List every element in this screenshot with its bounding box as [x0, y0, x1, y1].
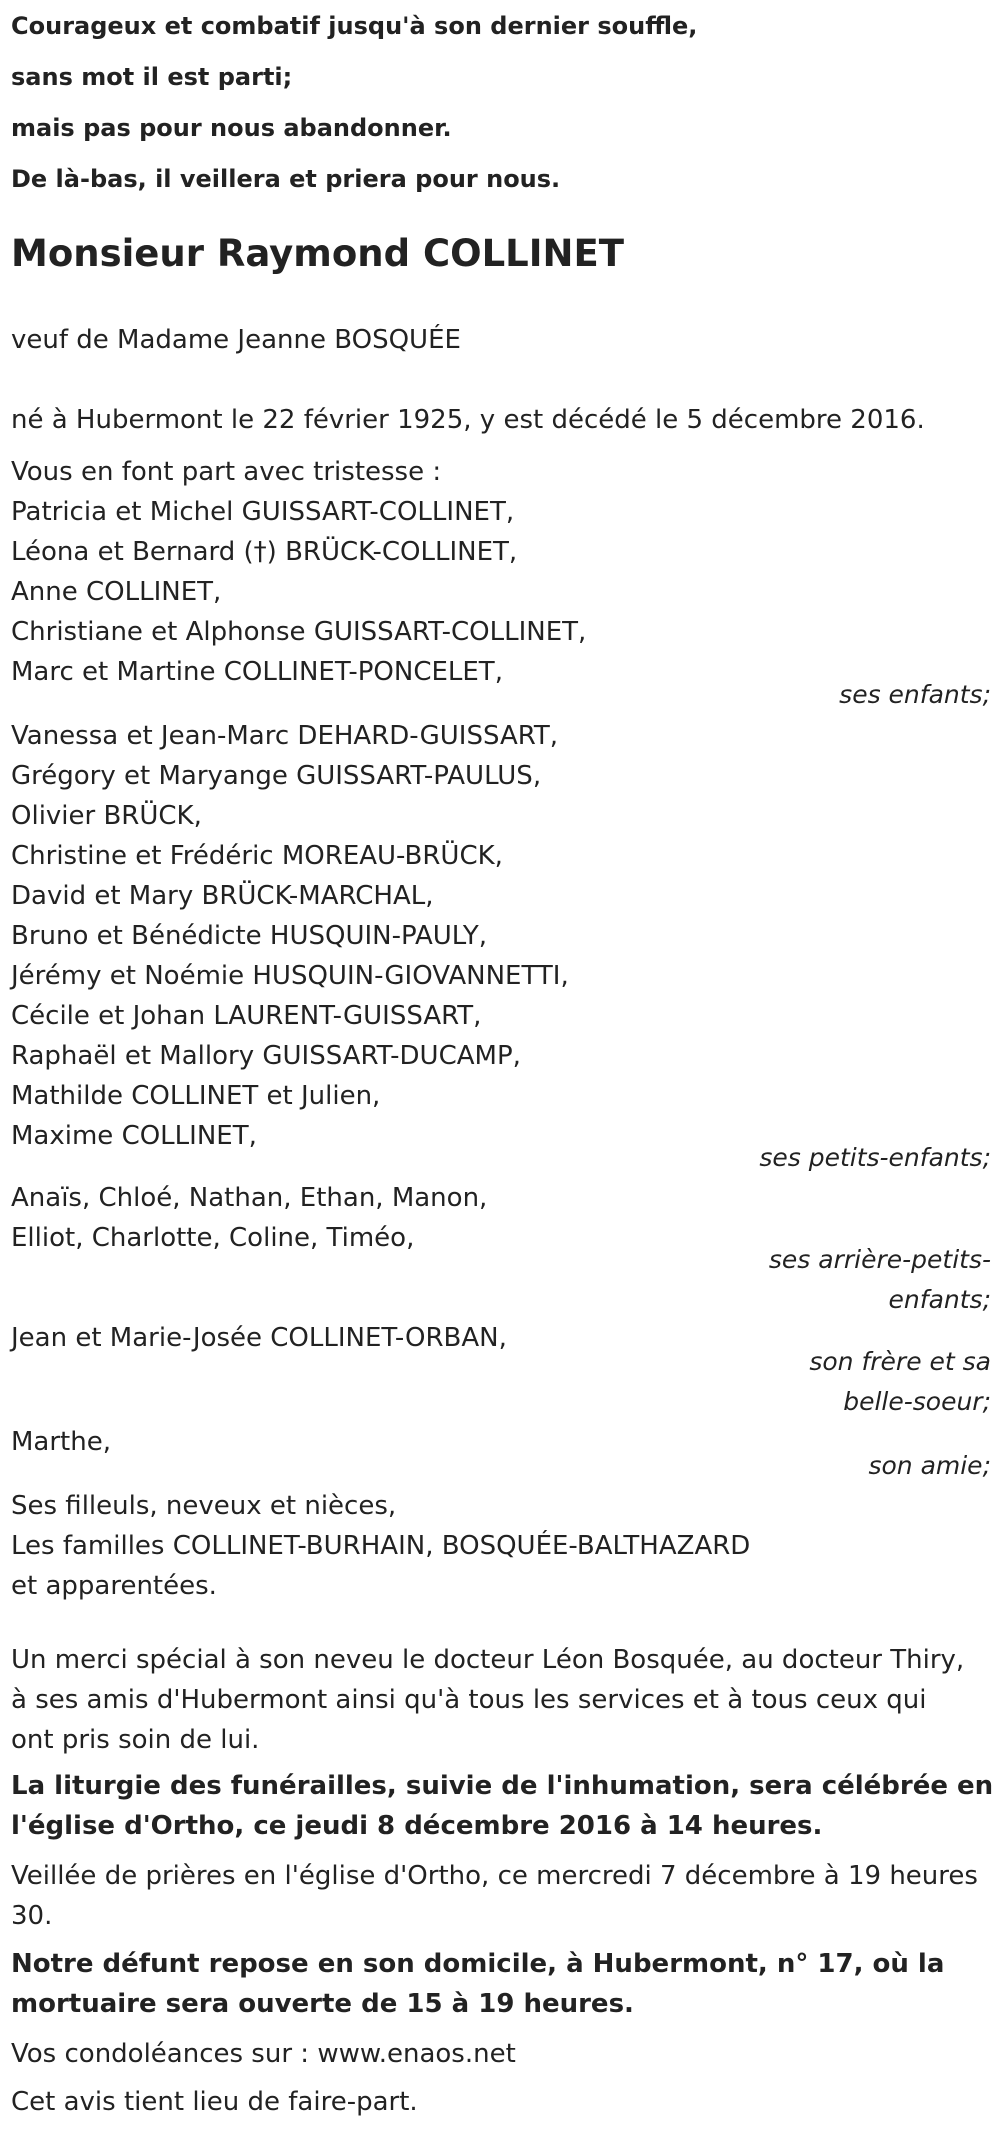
list-item: Léona et Bernard (†) BRÜCK-COLLINET, — [11, 537, 518, 567]
relation-line: ses arrière-petits- — [768, 1245, 991, 1274]
grandchildren-relation: ses petits-enfants; — [759, 1143, 991, 1172]
list-item: Marc et Martine COLLINET-PONCELET, — [11, 657, 503, 687]
widower-line: veuf de Madame Jeanne BOSQUÉE — [11, 325, 461, 355]
list-item: Grégory et Maryange GUISSART-PAULUS, — [11, 761, 542, 791]
list-item: Elliot, Charlotte, Coline, Timéo, — [11, 1223, 415, 1253]
birth-death-line: né à Hubermont le 22 février 1925, y est décédé le 5 décembre 2016. — [11, 405, 925, 435]
children-relation: ses enfants; — [839, 680, 991, 709]
verse-line: sans mot il est parti; — [11, 63, 293, 91]
relation-line: son frère et sa — [809, 1347, 991, 1376]
list-item: Cécile et Johan LAURENT-GUISSART, — [11, 1001, 482, 1031]
grandchildren-list — [11, 716, 991, 1156]
list-item: Christine et Frédéric MOREAU-BRÜCK, — [11, 841, 503, 871]
children-list — [11, 492, 991, 692]
list-item: Maxime COLLINET, — [11, 1121, 257, 1151]
verse-line: mais pas pour nous abandonner. — [11, 114, 452, 142]
friend-relation: son amie; — [868, 1451, 991, 1480]
friend-line: Marthe, — [11, 1427, 111, 1457]
vigil-paragraph — [11, 1856, 991, 1936]
verse-line: De là-bas, il veillera et priera pour nous. — [11, 165, 561, 193]
paragraph-line: Un merci spécial à son neveu le docteur Léon Bosquée, au docteur Thiry, — [11, 1645, 965, 1675]
list-item: Vanessa et Jean-Marc DEHARD-GUISSART, — [11, 721, 559, 751]
list-item: Christiane et Alphonse GUISSART-COLLINET, — [11, 617, 587, 647]
list-item: Bruno et Bénédicte HUSQUIN-PAULY, — [11, 921, 487, 951]
siblings-relation — [751, 1342, 991, 1422]
paragraph-line: l'église d'Ortho, ce jeudi 8 décembre 2016 à 14 heures. — [11, 1811, 823, 1841]
condolences-line: Vos condoléances sur : www.enaos.net — [11, 2039, 516, 2069]
list-item: Patricia et Michel GUISSART-COLLINET, — [11, 497, 515, 527]
intro-line: Vous en font part avec tristesse : — [11, 457, 442, 487]
paragraph-line: ont pris soin de lui. — [11, 1725, 260, 1755]
relation-line: belle-soeur; — [843, 1387, 991, 1416]
paragraph-line: 30. — [11, 1901, 53, 1931]
list-item: Les familles COLLINET-BURHAIN, BOSQUÉE-BALTHAZARD — [11, 1531, 751, 1561]
deceased-name: Monsieur Raymond COLLINET — [11, 232, 624, 275]
repose-paragraph — [11, 1944, 991, 2024]
great-grandchildren-relation — [751, 1240, 991, 1320]
paragraph-line: Veillée de prières en l'église d'Ortho, ce mercredi 7 décembre à 19 heures — [11, 1861, 978, 1891]
paragraph-line: mortuaire sera ouverte de 15 à 19 heures. — [11, 1989, 634, 2019]
list-item: Ses filleuls, neveux et nièces, — [11, 1491, 397, 1521]
verse-line: Courageux et combatif jusqu'à son dernier souffle, — [11, 12, 698, 40]
list-item: Anaïs, Chloé, Nathan, Ethan, Manon, — [11, 1183, 488, 1213]
list-item: David et Mary BRÜCK-MARCHAL, — [11, 881, 434, 911]
siblings-line: Jean et Marie-Josée COLLINET-ORBAN, — [11, 1323, 507, 1353]
verse — [11, 0, 697, 204]
notice-line: Cet avis tient lieu de faire-part. — [11, 2087, 418, 2117]
paragraph-line: Notre défunt repose en son domicile, à Hubermont, n° 17, où la — [11, 1949, 945, 1979]
others-list — [11, 1486, 991, 1606]
funeral-paragraph — [11, 1766, 994, 1846]
thanks-paragraph — [11, 1640, 991, 1760]
list-item: Olivier BRÜCK, — [11, 801, 202, 831]
list-item: Raphaël et Mallory GUISSART-DUCAMP, — [11, 1041, 521, 1071]
paragraph-line: La liturgie des funérailles, suivie de l'inhumation, sera célébrée en — [11, 1771, 994, 1801]
paragraph-line: à ses amis d'Hubermont ainsi qu'à tous les services et à tous ceux qui — [11, 1685, 927, 1715]
list-item: Anne COLLINET, — [11, 577, 222, 607]
list-item: et apparentées. — [11, 1571, 217, 1601]
list-item: Jérémy et Noémie HUSQUIN-GIOVANNETTI, — [11, 961, 569, 991]
list-item: Mathilde COLLINET et Julien, — [11, 1081, 381, 1111]
relation-line: enfants; — [888, 1285, 991, 1314]
